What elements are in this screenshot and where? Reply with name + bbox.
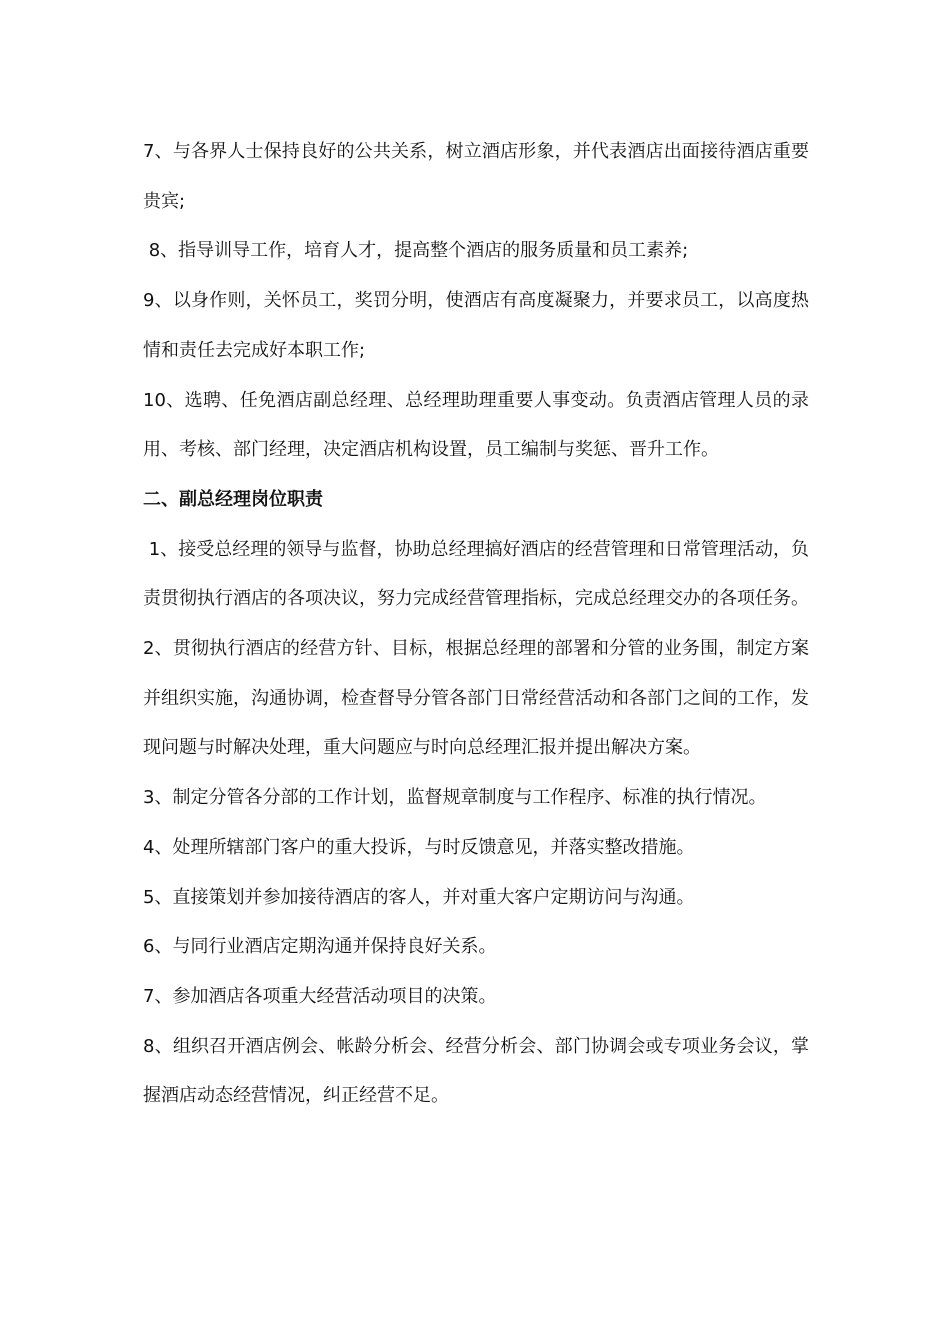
deputy-item-4: 4、处理所辖部门客户的重大投诉，与时反馈意见，并落实整改措施。 (143, 836, 695, 858)
paragraph-7-public-relations: 7、与各界人士保持良好的公共关系，树立酒店形象，并代表酒店出面接待酒店重要贵宾; (143, 141, 809, 212)
paragraph-8-training: 8、指导训导工作，培育人才，提高整个酒店的服务质量和员工素养; (143, 240, 689, 262)
deputy-item-3: 3、制定分管各分部的工作计划，监督规章制度与工作程序、标准的执行情况。 (143, 787, 767, 809)
deputy-item-8: 8、组织召开酒店例会、帐龄分析会、经营分析会、部门协调会或专项业务会议，掌握酒店动态经营情况，纠正经营不足。 (143, 1035, 809, 1107)
deputy-item-7: 7、参加酒店各项重大经营活动项目的决策。 (143, 985, 497, 1007)
deputy-item-2: 2、贯彻执行酒店的经营方针、目标，根据总经理的部署和分管的业务围，制定方案并组织实施，沟通协调，检查督导分管各部门日常经营活动和各部门之间的工作，发现问题与时解决处理，重大问题应与时向总经理汇报并提出解决方案。 (143, 638, 809, 759)
section-heading-deputy-gm: 二、副总经理岗位职责 (143, 488, 323, 510)
deputy-item-5: 5、直接策划并参加接待酒店的客人，并对重大客户定期访问与沟通。 (143, 886, 695, 908)
deputy-item-1: 1、接受总经理的领导与监督，协助总经理搞好酒店的经营管理和日常管理活动，负责贯彻执行酒店的各项决议，努力完成经营管理指标，完成总经理交办的各项任务。 (143, 538, 809, 610)
document-body (143, 127, 809, 1121)
deputy-item-6: 6、与同行业酒店定期沟通并保持良好关系。 (143, 936, 497, 958)
paragraph-9-staff-care: 9、以身作则，关怀员工，奖罚分明，使酒店有高度凝聚力，并要求员工，以高度热情和责任去完成好本职工作; (143, 290, 809, 361)
paragraph-10-appointments: 10、选聘、任免酒店副总经理、总经理助理重要人事变动。负责酒店管理人员的录用、考核、部门经理，决定酒店机构设置，员工编制与奖惩、晋升工作。 (143, 389, 809, 461)
